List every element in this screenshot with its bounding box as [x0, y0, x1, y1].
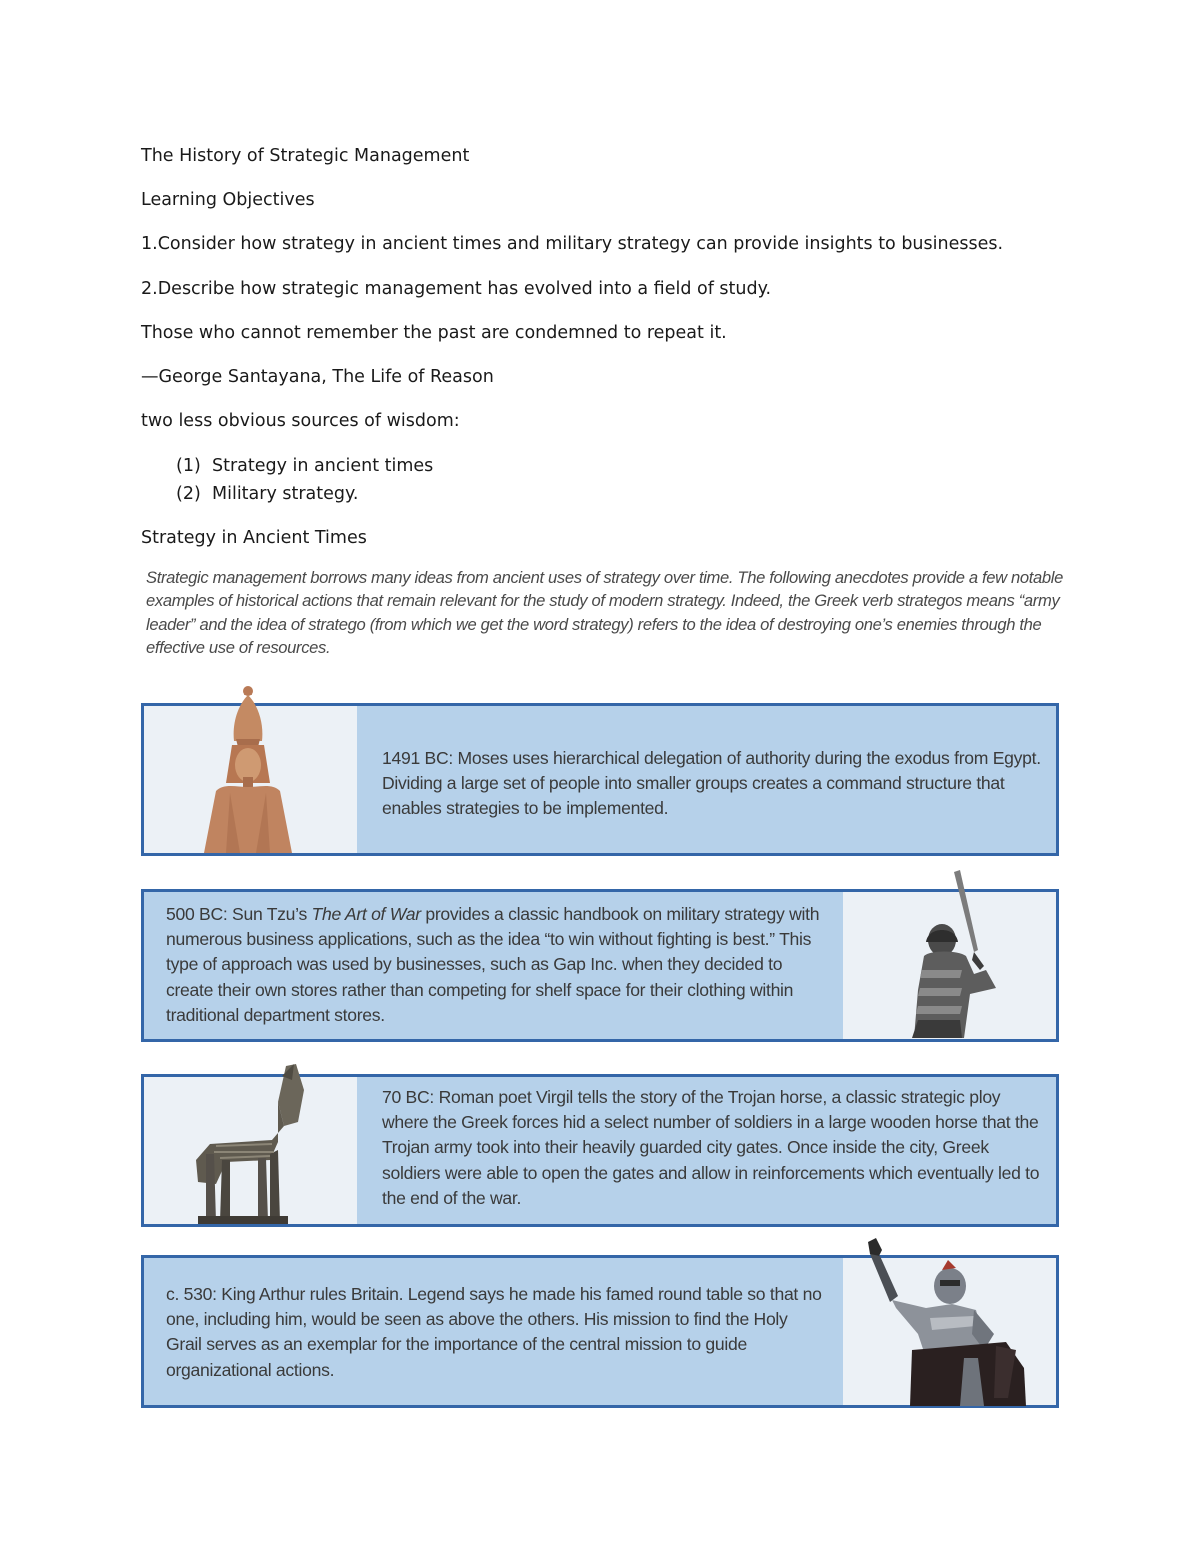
quote-attribution: —George Santayana, The Life of Reason	[141, 367, 494, 387]
objective-2: 2.Describe how strategic management has evolved into a field of study.	[141, 279, 772, 299]
list-text: Military strategy.	[212, 484, 359, 504]
book-title: The Art of War	[311, 904, 421, 924]
panel-text: c. 530: King Arthur rules Britain. Legend says he made his famed round table so that no one, including him, would be seen as above the others. His mission to find the Holy Grail serves as an exemplar for the importance of the central mission to guide organizational actions.	[166, 1284, 822, 1380]
document-title: The History of Strategic Management	[141, 146, 470, 166]
panel-text: 70 BC: Roman poet Virgil tells the story of the Trojan horse, a classic strategic ploy where the Greek forces hid a select number of soldiers in a large wooden horse that the Trojan army took into their heavily guarded city gates. Once inside the city, Greek soldiers were able to open the gates and allow in reinforcements which eventually led to the end of the war.	[382, 1087, 1040, 1208]
quote: Those who cannot remember the past are condemned to repeat it.	[141, 323, 727, 343]
samurai-warrior-icon	[900, 870, 1010, 1042]
panel-text	[166, 902, 826, 1028]
panel-text-body: provides a classic handbook on military strategy with numerous business applications, such as the idea “to win without fighting is best.” This type of approach was used by businesses, such as Gap Inc. when they decided to create their own stores rather than competing for shelf space for their clothing within traditional department stores.	[166, 904, 820, 1025]
panel-text: 1491 BC: Moses uses hierarchical delegation of authority during the exodus from Egypt. Dividing a large set of people into smaller groups creates a command structure that enables strategies to be implemented.	[382, 748, 1041, 819]
objectives-heading: Learning Objectives	[141, 190, 315, 210]
list-text: Strategy in ancient times	[212, 456, 434, 476]
pharaoh-statue-icon	[196, 683, 300, 853]
section-intro: Strategic management borrows many ideas from ancient uses of strategy over time. The following anecdotes provide a few notable examples of historical actions that remain relevant for the study of modern strategy. Indeed, the Greek verb strategos means “army leader” and the idea of stratego (from which we get the word strategy) refers to the idea of destroying one’s enemies through the effective use of resources.	[146, 568, 1063, 657]
section-heading: Strategy in Ancient Times	[141, 528, 367, 548]
list-number: (1)	[176, 456, 201, 476]
list-number: (2)	[176, 484, 201, 504]
panel-text-prefix: 500 BC: Sun Tzu’s	[166, 904, 312, 924]
sources-intro: two less obvious sources of wisdom:	[141, 411, 460, 431]
objective-1: 1.Consider how strategy in ancient times and military strategy can provide insights to businesses.	[141, 234, 1004, 254]
trojan-horse-icon	[186, 1062, 312, 1224]
armored-knight-icon	[856, 1238, 1032, 1406]
